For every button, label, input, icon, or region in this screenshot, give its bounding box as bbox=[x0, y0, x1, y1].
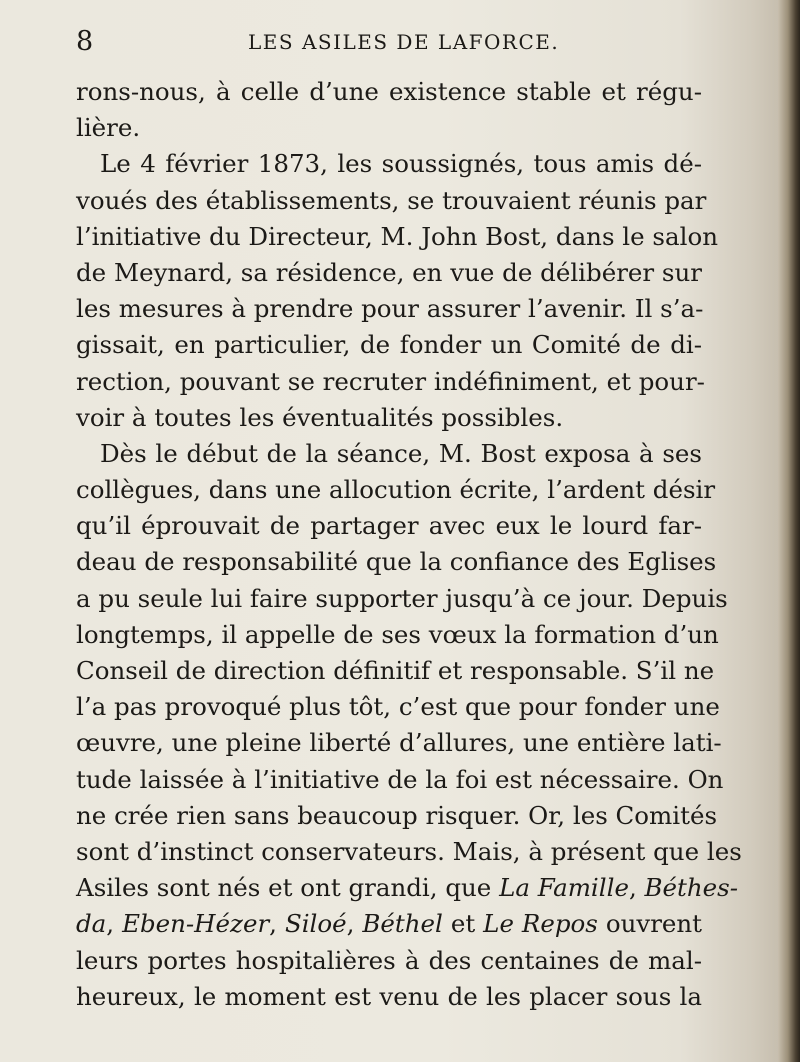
text-segment: a pu seule lui faire supporter jusqu’à ce jour. Depuis bbox=[76, 583, 728, 613]
text-segment: et bbox=[442, 909, 484, 939]
italic-text: da bbox=[76, 909, 107, 939]
text-line bbox=[76, 364, 705, 400]
text-segment: l’a pas provoqué plus tôt, c’est que pour fonder une bbox=[76, 692, 720, 722]
italic-text: Siloé bbox=[284, 909, 347, 939]
text-segment: , bbox=[269, 909, 285, 939]
running-head: LES ASILES DE LAFORCE. bbox=[248, 30, 560, 54]
text-segment: rection, pouvant se recruter indéfiniment, et pour- bbox=[76, 366, 705, 396]
text-segment: , bbox=[628, 873, 645, 903]
text-line bbox=[76, 291, 702, 327]
italic-text: Béthel bbox=[362, 909, 443, 939]
text-line bbox=[76, 436, 702, 472]
text-line bbox=[76, 834, 742, 870]
text-segment: gissait, en particulier, de fonder un Comité de di- bbox=[76, 330, 702, 360]
text-segment: qu’il éprouvait de partager avec eux le lourd far- bbox=[76, 511, 702, 541]
text-segment: ouvrent bbox=[597, 909, 703, 939]
text-line bbox=[76, 581, 728, 617]
text-segment: deau de responsabilité que la confiance des Eglises bbox=[76, 547, 717, 577]
text-line bbox=[76, 870, 739, 906]
text-segment: l’initiative du Directeur, M. John Bost, dans le salon bbox=[76, 221, 718, 251]
body-text bbox=[76, 74, 742, 1015]
text-line bbox=[76, 146, 702, 182]
text-line bbox=[76, 762, 724, 798]
text-line bbox=[76, 943, 702, 979]
text-segment: de Meynard, sa résidence, en vue de délibérer sur bbox=[76, 257, 702, 287]
text-segment: voir à toutes les éventualités possibles. bbox=[76, 402, 564, 432]
page-number: 8 bbox=[76, 26, 94, 57]
text-line bbox=[76, 979, 702, 1015]
text-segment: tude laissée à l’initiative de la foi est nécessaire. On bbox=[76, 764, 724, 794]
italic-text: Eben-Hézer bbox=[122, 909, 270, 939]
text-line bbox=[76, 689, 720, 725]
italic-text: La Famille bbox=[499, 873, 629, 903]
text-line bbox=[76, 544, 717, 580]
page-header bbox=[76, 20, 696, 60]
text-segment: Conseil de direction définitif et responsable. S’il ne bbox=[76, 656, 715, 685]
text-line bbox=[76, 653, 715, 689]
text-line bbox=[76, 327, 702, 363]
text-segment: lière. bbox=[76, 113, 141, 143]
text-segment: Asiles sont nés et ont grandi, que bbox=[76, 873, 500, 903]
text-line bbox=[76, 906, 702, 942]
text-line bbox=[76, 219, 718, 255]
text-segment: collègues, dans une allocution écrite, l’ardent désir bbox=[76, 475, 716, 505]
text-line bbox=[76, 110, 702, 146]
text-line bbox=[76, 725, 722, 761]
text-segment: heureux, le moment est venu de les placer sous la bbox=[76, 981, 702, 1011]
text-line bbox=[76, 183, 707, 219]
text-line bbox=[76, 74, 702, 110]
text-segment: leurs portes hospitalières à des centaines de mal- bbox=[76, 945, 702, 975]
text-line bbox=[76, 798, 718, 834]
italic-text: Le Repos bbox=[483, 909, 598, 939]
text-line bbox=[76, 617, 719, 653]
text-line bbox=[76, 508, 702, 544]
text-segment: rons-nous, à celle d’une existence stable et régu- bbox=[76, 77, 702, 106]
text-segment: Dès le début de la séance, M. Bost exposa à ses bbox=[100, 438, 702, 468]
text-segment: longtemps, il appelle de ses vœux la formation d’un bbox=[76, 619, 719, 649]
text-segment: , bbox=[346, 909, 363, 939]
text-segment: les mesures à prendre pour assurer l’avenir. Il s’a- bbox=[76, 294, 704, 324]
book-spine-shadow bbox=[778, 0, 800, 1062]
italic-text: Béthes- bbox=[644, 873, 739, 903]
text-line bbox=[76, 472, 716, 508]
text-line bbox=[76, 255, 702, 291]
text-segment: , bbox=[106, 909, 123, 939]
text-segment: Le 4 février 1873, les soussignés, tous amis dé- bbox=[100, 149, 702, 179]
text-line bbox=[76, 400, 702, 436]
text-segment: ne crée rien sans beaucoup risquer. Or, les Comités bbox=[76, 800, 718, 830]
text-segment: sont d’instinct conservateurs. Mais, à présent que les bbox=[76, 836, 742, 866]
text-segment: voués des établissements, se trouvaient réunis par bbox=[76, 185, 707, 215]
text-segment: œuvre, une pleine liberté d’allures, une entière lati- bbox=[76, 728, 722, 758]
